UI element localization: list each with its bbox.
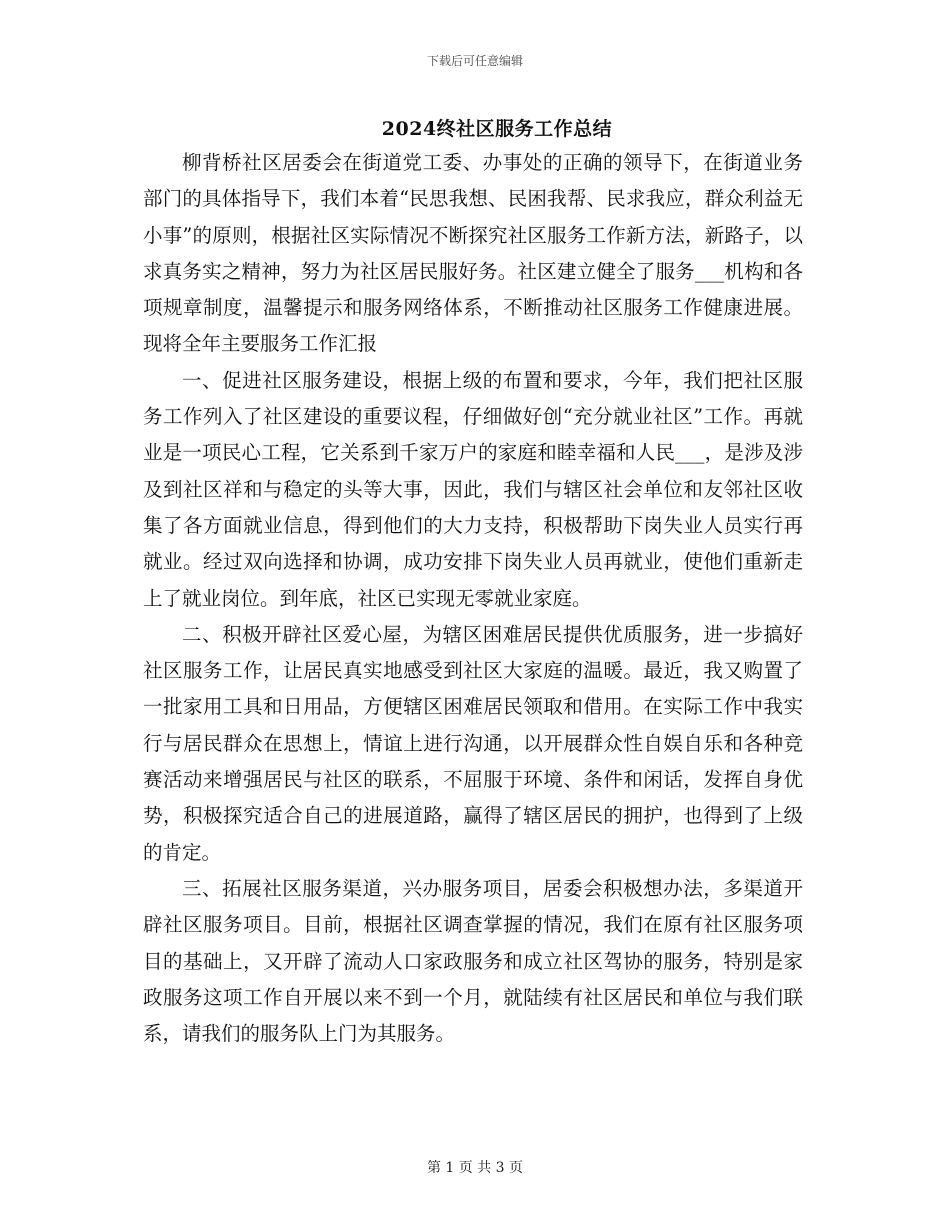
paragraph-section-2: 二、积极开辟社区爱心屋，为辖区困难居民提供优质服务，进一步搞好社区服务工作，让居民真实地感受到社区大家庭的温暖。最近，我又购置了一批家用工具和日用品，方便辖区困难居民领取和借用。在实际工作中我实行与居民群众在思想上，情谊上进行沟通，以开展群众性自娱自乐和各种竞赛活动来增强居民与社区的联系，不屈服于环境、条件和闲话，发挥自身优势，积极探究适合自己的进展道路，赢得了辖区居民的拥护，也得到了上级的肯定。 (143, 622, 803, 864)
paragraph-section-3: 三、拓展社区服务渠道，兴办服务项目，居委会积极想办法，多渠道开辟社区服务项目。目前，根据社区调查掌握的情况，我们在原有社区服务项目的基础上，又开辟了流动人口家政服务和成立社区驾协的服务，特别是家政服务这项工作自开展以来不到一个月，就陆续有社区居民和单位与我们联系，请我们的服务队上门为其服务。 (143, 876, 803, 1046)
document-body (143, 145, 803, 1052)
paragraph-intro: 柳背桥社区居委会在街道党工委、办事处的正确的领导下，在街道业务部门的具体指导下，我们本着“民思我想、民困我帮、民求我应，群众利益无小事”的原则，根据社区实际情况不断探究社区服务工作新方法，新路子，以求真务实之精神，努力为社区居民服好务。社区建立健全了服务___机构和各项规章制度，温馨提示和服务网络体系，不断推动社区服务工作健康进展。现将全年主要服务工作汇报 (143, 151, 803, 356)
paragraph-section-1: 一、促进社区服务建设，根据上级的布置和要求，今年，我们把社区服务工作列入了社区建设的重要议程，仔细做好创“充分就业社区”工作。再就业是一项民心工程，它关系到千家万户的家庭和睦幸福和人民___，是涉及涉及到社区祥和与稳定的头等大事，因此，我们与辖区社会单位和友邻社区收集了各方面就业信息，得到他们的大力支持，积极帮助下岗失业人员实行再就业。经过双向选择和协调，成功安排下岗失业人员再就业，使他们重新走上了就业岗位。到年底，社区已实现无零就业家庭。 (143, 368, 803, 610)
page-number-footer: 第 1 页 共 3 页 (426, 1160, 524, 1176)
document-title: 2024终社区服务工作总结 (381, 118, 613, 140)
page-header-note: 下载后可任意编辑 (426, 54, 523, 68)
